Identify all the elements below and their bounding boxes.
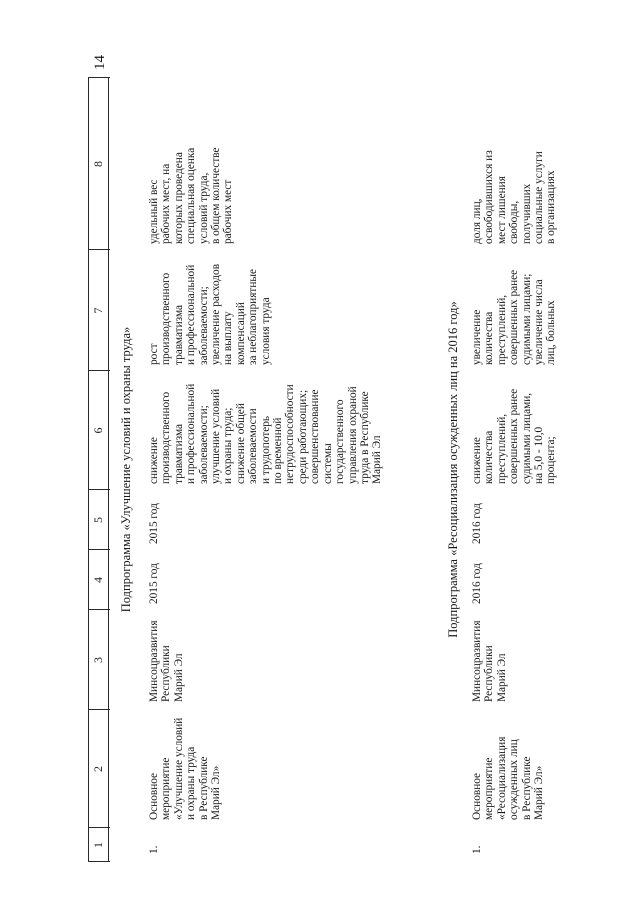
column-header-1: 1 (91, 842, 105, 848)
section-title: Подпрограмма «Улучшение условий и охраны труда» (119, 326, 133, 613)
column-header-6: 6 (91, 427, 105, 434)
measure-cell: Основное мероприятие «Улучшение условий и охраны труда в Республике Марий Эл» (148, 717, 223, 820)
section-title: Подпрограмма «Ресоциализация осужденных лиц на 2016 год» (446, 301, 460, 638)
indicator-cell: удельный вес рабочих мест, на которых проведена специальная оценка условий труда, в общем количестве рабочих мест (148, 147, 235, 244)
page-number: 14 (92, 55, 108, 70)
table-top-border (88, 77, 89, 862)
indicator-cell: доля лиц, освободившихся из мест лишения свободы, получивших социальные услуги в организациях (471, 150, 558, 244)
consequence-cell: рост производственного травматизма и профессиональной заболеваемости; увеличение расходов на выплату компенсаций за неблагоприятные условия труда (148, 263, 272, 365)
row-number: 1. (148, 845, 160, 854)
executor-cell: Минсоцразвития Республики Марий Эл (148, 620, 185, 702)
column-header-8: 8 (91, 161, 105, 167)
column-header-7: 7 (91, 307, 105, 314)
column-header-2: 2 (91, 766, 105, 772)
end-date-cell: 2016 год (471, 503, 483, 544)
program-table (88, 77, 628, 862)
column-header-4: 4 (91, 577, 105, 583)
executor-cell: Минсоцразвития Республики Марий Эл (471, 620, 508, 702)
start-date-cell: 2016 год (471, 563, 483, 604)
column-header-3: 3 (91, 657, 105, 663)
row-number: 1. (471, 845, 483, 854)
start-date-cell: 2015 год (148, 563, 160, 604)
column-header-5: 5 (91, 517, 105, 523)
expected-result-cell: снижение количества преступлений, совершенных ранее судимыми лицами, на 5,0 - 10,0 процента; (471, 388, 558, 484)
consequence-cell: увеличение количества преступлений, совершенных ранее судимыми лицами; увеличение числа лиц, больных (471, 269, 558, 365)
end-date-cell: 2015 год (148, 503, 160, 544)
measure-cell: Основное мероприятие «Ресоциализация осужденных лиц в Республике Марий Эл» (471, 736, 546, 820)
table-header-border (108, 77, 109, 862)
expected-result-cell: снижение производственного травматизма и профессиональной заболеваемости; улучшение условий и охраны труда; снижение общей заболеваемости и трудопотерь по временной нетрудоспособности среди работающих; совершенствование системы государственного управления охраной труда в Республике Марий Эл (148, 383, 384, 484)
